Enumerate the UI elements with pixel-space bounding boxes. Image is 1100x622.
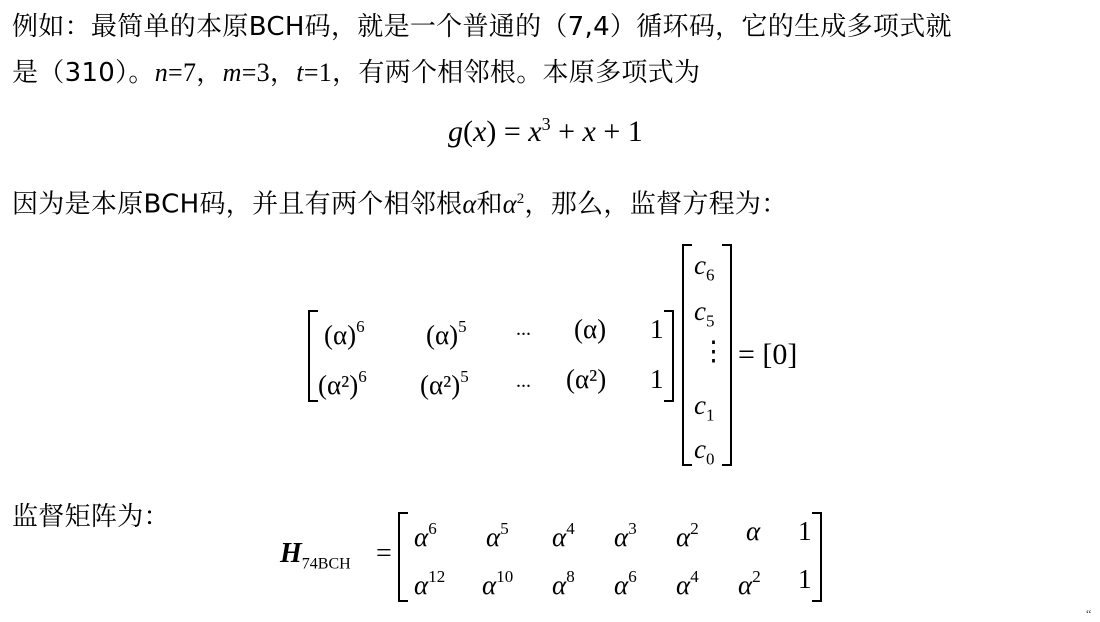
vector-vdots: ⋮ (700, 336, 727, 366)
corner-mark: “ (1086, 607, 1092, 621)
val-m: =3， (241, 58, 297, 87)
var-t: t (296, 58, 304, 87)
h-symbol: H (280, 538, 302, 569)
vector-entry: $c_0$ (694, 434, 715, 469)
g-symbol: g (448, 115, 463, 148)
h-right-bracket (812, 512, 822, 602)
matrix-cell: (α²) (566, 364, 607, 394)
constant-one: 1 (627, 115, 643, 148)
h-cell: 1 (798, 516, 812, 546)
h-cell: $\alpha^8$ (552, 567, 575, 600)
vector-left-bracket (682, 244, 692, 466)
matrix-cell: 1 (650, 364, 664, 394)
var-m: m (222, 58, 242, 87)
h-cell: α (746, 516, 761, 546)
line3-suffix: ，那么，监督方程为： (524, 189, 788, 220)
matrix-cell: 1 (650, 314, 664, 344)
h-cell: $\alpha^5$ (486, 519, 509, 552)
and-word: 和 (476, 189, 503, 220)
matrix-cell: $(\alpha^2)^5$ (420, 367, 469, 400)
exponent: 3 (541, 114, 551, 134)
x-var: x (582, 115, 596, 148)
alpha-symbol: α (502, 189, 517, 219)
h-cell: $\alpha^3$ (614, 519, 637, 552)
alpha-symbol: α (462, 189, 477, 219)
plus-sign: + (550, 115, 583, 148)
paragraph-line-2 (12, 56, 700, 90)
matrix-cell: $(\alpha)^6$ (324, 317, 365, 350)
generator-polynomial-equation (448, 114, 643, 149)
line2-suffix: 有两个相邻根。本原多项式为 (358, 58, 701, 88)
x-var: x (473, 115, 487, 148)
open-paren: ( (463, 115, 473, 148)
h-cell: $\alpha^{12}$ (414, 567, 446, 600)
vector-entry: $c_1$ (694, 390, 715, 425)
h-equals-sign: = (376, 538, 392, 569)
matrix-cell: $(\alpha^2)^6$ (318, 367, 367, 400)
equals-zero-vector: = [0] (738, 338, 798, 371)
exponent: 2 (516, 191, 525, 207)
h-subscript: 74BCH (301, 555, 351, 573)
vector-entry: $c_6$ (694, 250, 715, 285)
left-bracket (308, 310, 318, 402)
h-cell: $\alpha^4$ (676, 567, 699, 600)
h-cell: $\alpha^{10}$ (482, 567, 514, 600)
matrix-ellipsis: ... (516, 370, 531, 392)
paragraph-line-1: 例如：最简单的本原BCH码，就是一个普通的（7,4）循环码，它的生成多项式就 (12, 12, 952, 42)
x-var: x (528, 115, 542, 148)
matrix-cell: (α) (574, 314, 607, 344)
h-matrix-label (280, 538, 351, 574)
equals-sign: = (496, 115, 529, 148)
plus-sign: + (595, 115, 628, 148)
h-cell: $\alpha^6$ (614, 567, 637, 600)
close-paren: ) (486, 115, 497, 148)
line3-prefix: 因为是本原BCH码，并且有两个相邻根 (12, 189, 463, 220)
h-cell: $\alpha^6$ (414, 519, 437, 552)
paragraph-line-4: 监督矩阵为： (12, 502, 170, 532)
h-cell: $\alpha^2$ (676, 519, 699, 552)
h-cell: $\alpha^2$ (738, 567, 761, 600)
var-n: n (154, 58, 169, 87)
h-cell: $\alpha^4$ (552, 519, 575, 552)
paragraph-line-3 (12, 182, 788, 222)
h-cell: 1 (798, 564, 812, 594)
h-left-bracket (398, 512, 408, 602)
line2-prefix: 是（310）。 (12, 58, 155, 88)
matrix-cell: $(\alpha)^5$ (426, 317, 467, 350)
right-bracket (664, 310, 674, 402)
val-t: =1， (303, 58, 359, 87)
vector-entry: $c_5$ (694, 296, 715, 331)
val-n: =7， (168, 58, 223, 87)
matrix-ellipsis: ... (516, 318, 531, 340)
